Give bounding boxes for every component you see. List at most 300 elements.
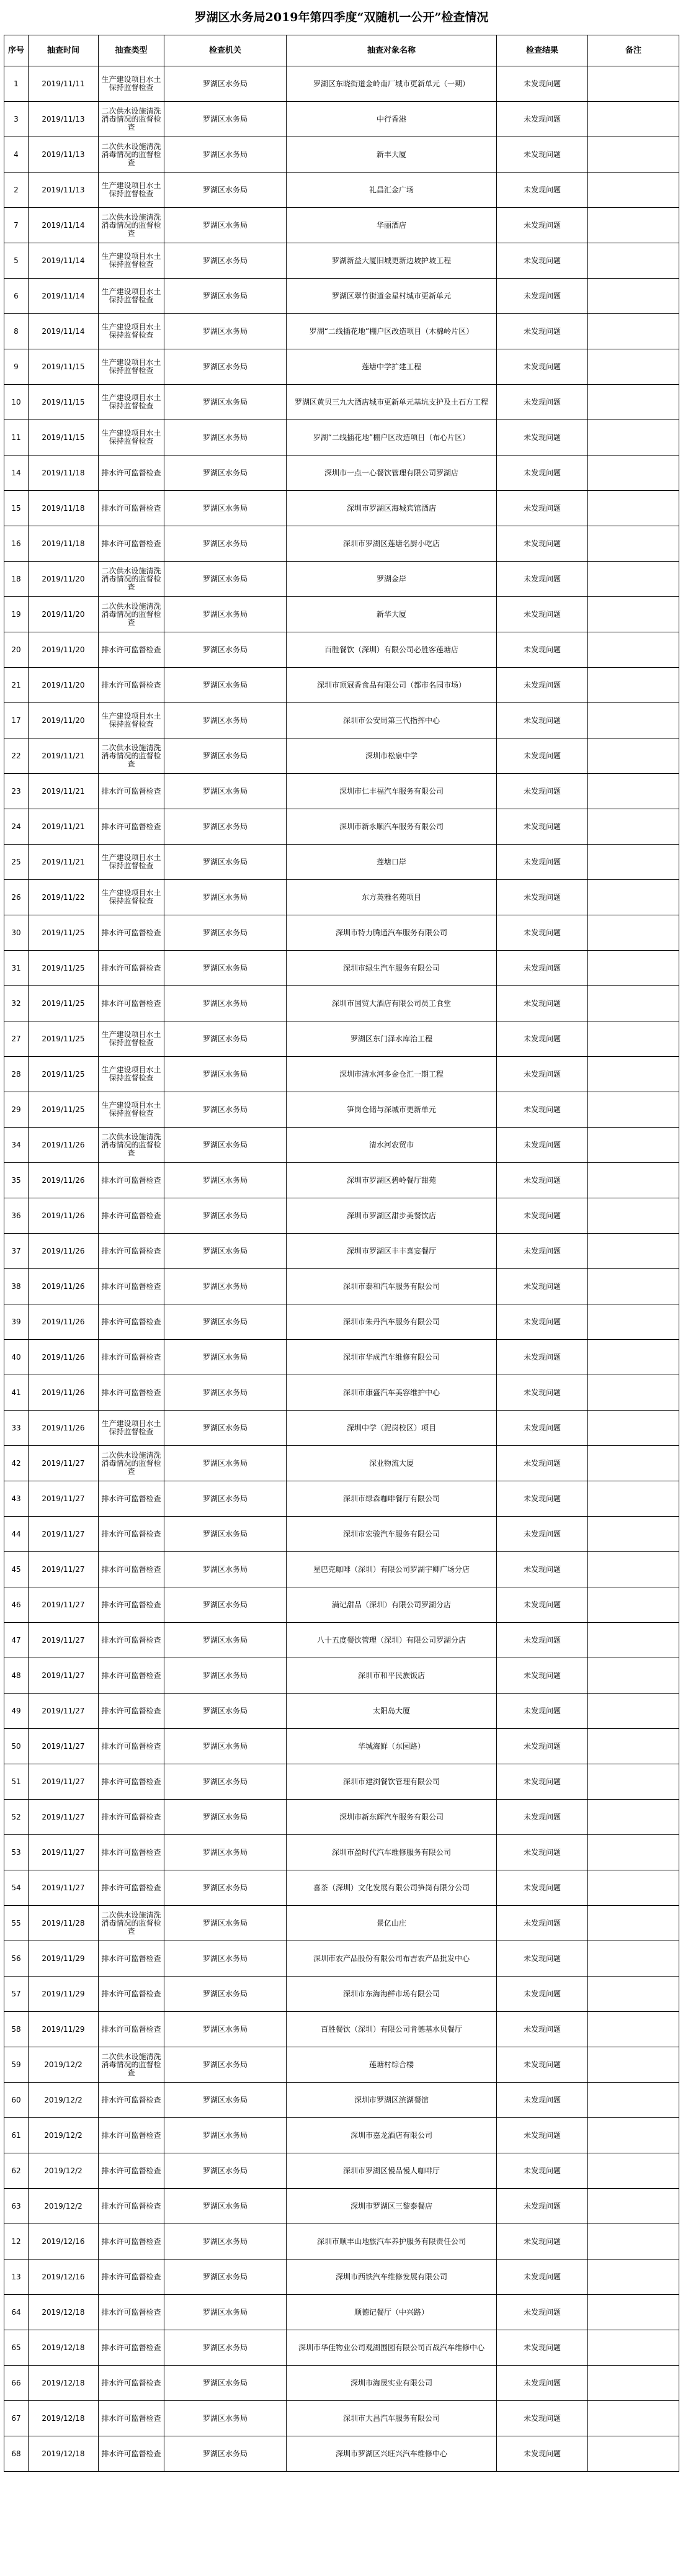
cell-date: 2019/11/26: [29, 1234, 99, 1269]
cell-date: 2019/11/21: [29, 845, 99, 880]
table-row: [4, 1340, 679, 1375]
cell-remark: [588, 1658, 679, 1694]
cell-date: 2019/11/26: [29, 1163, 99, 1198]
table-row: [4, 243, 679, 279]
page-title: 罗湖区水务局2019年第四季度“双随机一公开”检查情况: [194, 11, 489, 24]
cell-result: 未发现问题: [497, 986, 588, 1021]
cell-result: 未发现问题: [497, 1375, 588, 1411]
cell-type: 排水许可监督检查: [99, 915, 164, 951]
table-row: [4, 137, 679, 173]
cell-type: 二次供水设施清洗消毒情况的监督检查: [99, 1906, 164, 1941]
cell-type: 排水许可监督检查: [99, 2330, 164, 2366]
cell-index: 5: [4, 243, 29, 279]
cell-index: 58: [4, 2012, 29, 2047]
cell-remark: [588, 1552, 679, 1587]
cell-agency: 罗湖区水务局: [164, 1128, 287, 1163]
header-date: 抽查时间: [29, 35, 99, 66]
cell-date: 2019/11/26: [29, 1340, 99, 1375]
cell-index: 50: [4, 1729, 29, 1764]
cell-type: 二次供水设施清洗消毒情况的监督检查: [99, 1446, 164, 1481]
cell-agency: 罗湖区水务局: [164, 986, 287, 1021]
cell-index: 30: [4, 915, 29, 951]
cell-result: 未发现问题: [497, 1906, 588, 1941]
table-row: [4, 1764, 679, 1800]
cell-result: 未发现问题: [497, 1092, 588, 1128]
cell-result: 未发现问题: [497, 703, 588, 738]
cell-type: 生产建设项目水土保持监督检查: [99, 243, 164, 279]
header-remark: 备注: [588, 35, 679, 66]
cell-agency: 罗湖区水务局: [164, 243, 287, 279]
cell-result: 未发现问题: [497, 738, 588, 774]
cell-result: 未发现问题: [497, 1977, 588, 2012]
cell-result: 未发现问题: [497, 1729, 588, 1764]
header-result: 检查结果: [497, 35, 588, 66]
cell-index: 22: [4, 738, 29, 774]
cell-index: 66: [4, 2366, 29, 2401]
cell-date: 2019/11/21: [29, 738, 99, 774]
cell-index: 52: [4, 1800, 29, 1835]
cell-type: 二次供水设施清洗消毒情况的监督检查: [99, 102, 164, 137]
cell-date: 2019/12/16: [29, 2260, 99, 2295]
cell-remark: [588, 2153, 679, 2189]
cell-type: 生产建设项目水土保持监督检查: [99, 703, 164, 738]
cell-result: 未发现问题: [497, 1340, 588, 1375]
cell-index: 67: [4, 2401, 29, 2436]
cell-agency: 罗湖区水务局: [164, 562, 287, 597]
cell-result: 未发现问题: [497, 2189, 588, 2224]
cell-index: 56: [4, 1941, 29, 1977]
cell-target: 东方英雅名苑项目: [287, 880, 497, 915]
cell-result: 未发现问题: [497, 1411, 588, 1446]
table-row: [4, 102, 679, 137]
cell-target: 深圳市海晟实业有限公司: [287, 2366, 497, 2401]
cell-target: 新丰大厦: [287, 137, 497, 173]
cell-date: 2019/11/28: [29, 1906, 99, 1941]
cell-type: 排水许可监督检查: [99, 1517, 164, 1552]
cell-agency: 罗湖区水务局: [164, 1446, 287, 1481]
cell-type: 二次供水设施清洗消毒情况的监督检查: [99, 2047, 164, 2083]
cell-type: 排水许可监督检查: [99, 1587, 164, 1623]
cell-date: 2019/11/27: [29, 1587, 99, 1623]
cell-date: 2019/11/21: [29, 774, 99, 809]
cell-index: 26: [4, 880, 29, 915]
cell-index: 17: [4, 703, 29, 738]
cell-remark: [588, 1587, 679, 1623]
table-row: [4, 668, 679, 703]
cell-target: 新华大厦: [287, 597, 497, 632]
table-row: [4, 385, 679, 420]
cell-remark: [588, 738, 679, 774]
cell-remark: [588, 420, 679, 456]
cell-type: 排水许可监督检查: [99, 1941, 164, 1977]
cell-remark: [588, 632, 679, 668]
cell-remark: [588, 1694, 679, 1729]
cell-remark: [588, 491, 679, 526]
table-row: [4, 314, 679, 349]
cell-remark: [588, 2295, 679, 2330]
cell-result: 未发现问题: [497, 2012, 588, 2047]
cell-remark: [588, 349, 679, 385]
cell-target: 清水河农贸市: [287, 1128, 497, 1163]
cell-type: 排水许可监督检查: [99, 2260, 164, 2295]
cell-date: 2019/12/18: [29, 2295, 99, 2330]
cell-result: 未发现问题: [497, 1128, 588, 1163]
cell-agency: 罗湖区水务局: [164, 809, 287, 845]
cell-agency: 罗湖区水务局: [164, 349, 287, 385]
cell-date: 2019/11/25: [29, 1057, 99, 1092]
cell-type: 排水许可监督检查: [99, 1552, 164, 1587]
table-row: [4, 774, 679, 809]
cell-remark: [588, 2012, 679, 2047]
cell-remark: [588, 1234, 679, 1269]
cell-type: 排水许可监督检查: [99, 1977, 164, 2012]
cell-target: 深圳市盈时代汽车维修服务有限公司: [287, 1835, 497, 1870]
cell-index: 63: [4, 2189, 29, 2224]
cell-date: 2019/11/20: [29, 562, 99, 597]
cell-remark: [588, 1304, 679, 1340]
cell-remark: [588, 243, 679, 279]
cell-agency: 罗湖区水务局: [164, 491, 287, 526]
cell-type: 排水许可监督检查: [99, 1163, 164, 1198]
cell-target: 罗湖新益大厦旧城更新边坡护坡工程: [287, 243, 497, 279]
cell-remark: [588, 456, 679, 491]
cell-index: 2: [4, 173, 29, 208]
cell-target: 百胜餐饮（深圳）有限公司必胜客莲塘店: [287, 632, 497, 668]
table-row: [4, 1694, 679, 1729]
cell-agency: 罗湖区水务局: [164, 632, 287, 668]
cell-date: 2019/11/15: [29, 420, 99, 456]
cell-result: 未发现问题: [497, 915, 588, 951]
cell-result: 未发现问题: [497, 349, 588, 385]
cell-target: 星巴克咖啡（深圳）有限公司罗湖宇卿广场分店: [287, 1552, 497, 1587]
cell-type: 排水许可监督检查: [99, 986, 164, 1021]
table-row: [4, 738, 679, 774]
cell-remark: [588, 597, 679, 632]
table-row: [4, 2083, 679, 2118]
cell-result: 未发现问题: [497, 668, 588, 703]
cell-agency: 罗湖区水务局: [164, 1269, 287, 1304]
cell-agency: 罗湖区水务局: [164, 2295, 287, 2330]
cell-type: 生产建设项目水土保持监督检查: [99, 1057, 164, 1092]
cell-index: 12: [4, 2224, 29, 2260]
cell-type: 排水许可监督检查: [99, 2366, 164, 2401]
cell-result: 未发现问题: [497, 1021, 588, 1057]
cell-remark: [588, 2330, 679, 2366]
table-row: [4, 1729, 679, 1764]
cell-result: 未发现问题: [497, 243, 588, 279]
cell-type: 排水许可监督检查: [99, 1234, 164, 1269]
cell-target: 深圳市罗湖区海城宾馆酒店: [287, 491, 497, 526]
table-row: [4, 1481, 679, 1517]
cell-type: 二次供水设施清洗消毒情况的监督检查: [99, 137, 164, 173]
cell-target: 罗湖“二线插花地”棚户区改造项目（布心片区）: [287, 420, 497, 456]
cell-result: 未发现问题: [497, 2366, 588, 2401]
cell-date: 2019/12/2: [29, 2118, 99, 2153]
cell-target: 深圳市和平民族饭店: [287, 1658, 497, 1694]
cell-index: 10: [4, 385, 29, 420]
cell-type: 排水许可监督检查: [99, 1481, 164, 1517]
cell-result: 未发现问题: [497, 562, 588, 597]
cell-agency: 罗湖区水务局: [164, 1587, 287, 1623]
cell-type: 生产建设项目水土保持监督检查: [99, 349, 164, 385]
cell-date: 2019/11/27: [29, 1481, 99, 1517]
inspection-table: [4, 35, 679, 2472]
cell-type: 排水许可监督检查: [99, 1870, 164, 1906]
cell-remark: [588, 1835, 679, 1870]
cell-result: 未发现问题: [497, 1694, 588, 1729]
cell-index: 16: [4, 526, 29, 562]
cell-remark: [588, 915, 679, 951]
cell-date: 2019/11/18: [29, 526, 99, 562]
cell-target: 罗湖区黄贝三九大酒店城市更新单元基坑支护及土石方工程: [287, 385, 497, 420]
table-row: [4, 2189, 679, 2224]
table-header-row: [4, 35, 679, 66]
cell-date: 2019/11/25: [29, 1021, 99, 1057]
cell-date: 2019/11/18: [29, 491, 99, 526]
table-row: [4, 349, 679, 385]
cell-type: 排水许可监督检查: [99, 1835, 164, 1870]
cell-remark: [588, 1764, 679, 1800]
cell-date: 2019/11/18: [29, 456, 99, 491]
cell-remark: [588, 137, 679, 173]
cell-target: 顺德记餐厅（中兴路）: [287, 2295, 497, 2330]
cell-type: 排水许可监督检查: [99, 1764, 164, 1800]
cell-result: 未发现问题: [497, 1304, 588, 1340]
cell-remark: [588, 66, 679, 102]
cell-index: 8: [4, 314, 29, 349]
cell-result: 未发现问题: [497, 632, 588, 668]
table-row: [4, 632, 679, 668]
cell-index: 29: [4, 1092, 29, 1128]
cell-remark: [588, 1870, 679, 1906]
table-row: [4, 1870, 679, 1906]
table-row: [4, 2295, 679, 2330]
cell-agency: 罗湖区水务局: [164, 2047, 287, 2083]
table-row: [4, 703, 679, 738]
cell-index: 38: [4, 1269, 29, 1304]
cell-target: 深业物流大厦: [287, 1446, 497, 1481]
cell-remark: [588, 2189, 679, 2224]
cell-type: 生产建设项目水土保持监督检查: [99, 420, 164, 456]
cell-index: 61: [4, 2118, 29, 2153]
cell-target: 礼昌汇金广场: [287, 173, 497, 208]
cell-result: 未发现问题: [497, 597, 588, 632]
cell-result: 未发现问题: [497, 491, 588, 526]
cell-date: 2019/11/27: [29, 1800, 99, 1835]
cell-index: 53: [4, 1835, 29, 1870]
table-row: [4, 1835, 679, 1870]
cell-result: 未发现问题: [497, 314, 588, 349]
cell-index: 23: [4, 774, 29, 809]
table-row: [4, 915, 679, 951]
cell-target: 深圳市松泉中学: [287, 738, 497, 774]
cell-agency: 罗湖区水务局: [164, 2153, 287, 2189]
cell-agency: 罗湖区水务局: [164, 1304, 287, 1340]
cell-remark: [588, 1446, 679, 1481]
cell-agency: 罗湖区水务局: [164, 915, 287, 951]
cell-target: 莲塘中学扩建工程: [287, 349, 497, 385]
table-row: [4, 2224, 679, 2260]
cell-agency: 罗湖区水务局: [164, 668, 287, 703]
cell-date: 2019/11/27: [29, 1870, 99, 1906]
cell-date: 2019/11/25: [29, 915, 99, 951]
cell-type: 排水许可监督检查: [99, 2083, 164, 2118]
cell-type: 排水许可监督检查: [99, 491, 164, 526]
cell-index: 62: [4, 2153, 29, 2189]
table-row: [4, 420, 679, 456]
cell-date: 2019/11/27: [29, 1658, 99, 1694]
cell-remark: [588, 2118, 679, 2153]
cell-result: 未发现问题: [497, 2224, 588, 2260]
cell-target: 深圳市东海海鲜市场有限公司: [287, 1977, 497, 2012]
cell-index: 15: [4, 491, 29, 526]
cell-target: 满记甜品（深圳）有限公司罗湖分店: [287, 1587, 497, 1623]
cell-type: 排水许可监督检查: [99, 456, 164, 491]
table-row: [4, 1906, 679, 1941]
table-row: [4, 1446, 679, 1481]
cell-target: 罗湖“二线插花地”棚户区改造项目（木棉岭片区）: [287, 314, 497, 349]
cell-index: 35: [4, 1163, 29, 1198]
cell-date: 2019/12/18: [29, 2401, 99, 2436]
table-row: [4, 1375, 679, 1411]
header-agency: 检查机关: [164, 35, 287, 66]
cell-remark: [588, 1198, 679, 1234]
cell-remark: [588, 809, 679, 845]
cell-date: 2019/11/27: [29, 1764, 99, 1800]
cell-date: 2019/11/14: [29, 208, 99, 243]
cell-index: 13: [4, 2260, 29, 2295]
cell-date: 2019/11/11: [29, 66, 99, 102]
cell-index: 32: [4, 986, 29, 1021]
table-row: [4, 2153, 679, 2189]
cell-result: 未发现问题: [497, 173, 588, 208]
cell-result: 未发现问题: [497, 845, 588, 880]
cell-agency: 罗湖区水务局: [164, 314, 287, 349]
cell-agency: 罗湖区水务局: [164, 1057, 287, 1092]
cell-agency: 罗湖区水务局: [164, 2330, 287, 2366]
cell-date: 2019/11/27: [29, 1446, 99, 1481]
cell-agency: 罗湖区水务局: [164, 1517, 287, 1552]
table-row: [4, 1234, 679, 1269]
cell-date: 2019/11/14: [29, 314, 99, 349]
cell-agency: 罗湖区水务局: [164, 1835, 287, 1870]
cell-date: 2019/12/16: [29, 2224, 99, 2260]
cell-index: 24: [4, 809, 29, 845]
header-index: 序号: [4, 35, 29, 66]
cell-target: 深圳市西铁汽车维修发展有限公司: [287, 2260, 497, 2295]
header-target: 抽查对象名称: [287, 35, 497, 66]
cell-target: 深圳市华成汽车维修有限公司: [287, 1340, 497, 1375]
cell-remark: [588, 173, 679, 208]
cell-agency: 罗湖区水务局: [164, 279, 287, 314]
cell-result: 未发现问题: [497, 208, 588, 243]
cell-index: 65: [4, 2330, 29, 2366]
table-row: [4, 597, 679, 632]
cell-agency: 罗湖区水务局: [164, 173, 287, 208]
cell-date: 2019/11/26: [29, 1269, 99, 1304]
cell-target: 深圳市新永顺汽车服务有限公司: [287, 809, 497, 845]
cell-date: 2019/11/27: [29, 1729, 99, 1764]
cell-index: 59: [4, 2047, 29, 2083]
cell-date: 2019/12/18: [29, 2330, 99, 2366]
table-row: [4, 456, 679, 491]
cell-type: 生产建设项目水土保持监督检查: [99, 845, 164, 880]
cell-target: 太阳岛大厦: [287, 1694, 497, 1729]
cell-index: 49: [4, 1694, 29, 1729]
table-row: [4, 1623, 679, 1658]
cell-target: 罗湖区东门泽水库治工程: [287, 1021, 497, 1057]
cell-type: 排水许可监督检查: [99, 774, 164, 809]
cell-remark: [588, 1163, 679, 1198]
cell-target: 深圳市宏骏汽车服务有限公司: [287, 1517, 497, 1552]
cell-type: 排水许可监督检查: [99, 2012, 164, 2047]
table-row: [4, 1517, 679, 1552]
cell-target: 深圳市罗湖区三黎泰餐店: [287, 2189, 497, 2224]
cell-type: 生产建设项目水土保持监督检查: [99, 1092, 164, 1128]
cell-result: 未发现问题: [497, 2260, 588, 2295]
cell-type: 排水许可监督检查: [99, 2401, 164, 2436]
cell-date: 2019/11/13: [29, 102, 99, 137]
table-row: [4, 2366, 679, 2401]
cell-index: 64: [4, 2295, 29, 2330]
table-row: [4, 1021, 679, 1057]
cell-date: 2019/11/29: [29, 1977, 99, 2012]
cell-date: 2019/11/20: [29, 632, 99, 668]
cell-type: 排水许可监督检查: [99, 2153, 164, 2189]
cell-target: 深圳市罗湖区碧岭餐厅甜苑: [287, 1163, 497, 1198]
cell-result: 未发现问题: [497, 1800, 588, 1835]
table-row: [4, 1800, 679, 1835]
cell-target: 深圳市仁丰福汽车服务有限公司: [287, 774, 497, 809]
cell-type: 生产建设项目水土保持监督检查: [99, 1021, 164, 1057]
cell-index: 20: [4, 632, 29, 668]
cell-date: 2019/11/20: [29, 703, 99, 738]
cell-index: 33: [4, 1411, 29, 1446]
cell-index: 54: [4, 1870, 29, 1906]
cell-type: 二次供水设施清洗消毒情况的监督检查: [99, 597, 164, 632]
cell-remark: [588, 2047, 679, 2083]
cell-remark: [588, 102, 679, 137]
cell-remark: [588, 1517, 679, 1552]
table-row: [4, 1092, 679, 1128]
table-row: [4, 1411, 679, 1446]
cell-remark: [588, 2224, 679, 2260]
table-row: [4, 845, 679, 880]
cell-remark: [588, 279, 679, 314]
cell-index: 3: [4, 102, 29, 137]
table-row: [4, 66, 679, 102]
cell-date: 2019/11/25: [29, 1092, 99, 1128]
cell-date: 2019/11/20: [29, 597, 99, 632]
cell-target: 深圳市罗湖区慢品慢人咖啡厅: [287, 2153, 497, 2189]
cell-result: 未发现问题: [497, 1587, 588, 1623]
cell-result: 未发现问题: [497, 456, 588, 491]
cell-type: 二次供水设施清洗消毒情况的监督检查: [99, 738, 164, 774]
cell-result: 未发现问题: [497, 951, 588, 986]
cell-agency: 罗湖区水务局: [164, 102, 287, 137]
cell-result: 未发现问题: [497, 1198, 588, 1234]
cell-agency: 罗湖区水务局: [164, 2083, 287, 2118]
cell-date: 2019/11/29: [29, 2012, 99, 2047]
cell-remark: [588, 1057, 679, 1092]
cell-agency: 罗湖区水务局: [164, 2366, 287, 2401]
cell-index: 6: [4, 279, 29, 314]
cell-index: 9: [4, 349, 29, 385]
cell-remark: [588, 1269, 679, 1304]
table-row: [4, 1057, 679, 1092]
cell-index: 57: [4, 1977, 29, 2012]
cell-target: 深圳市罗湖区甜步美餐饮店: [287, 1198, 497, 1234]
